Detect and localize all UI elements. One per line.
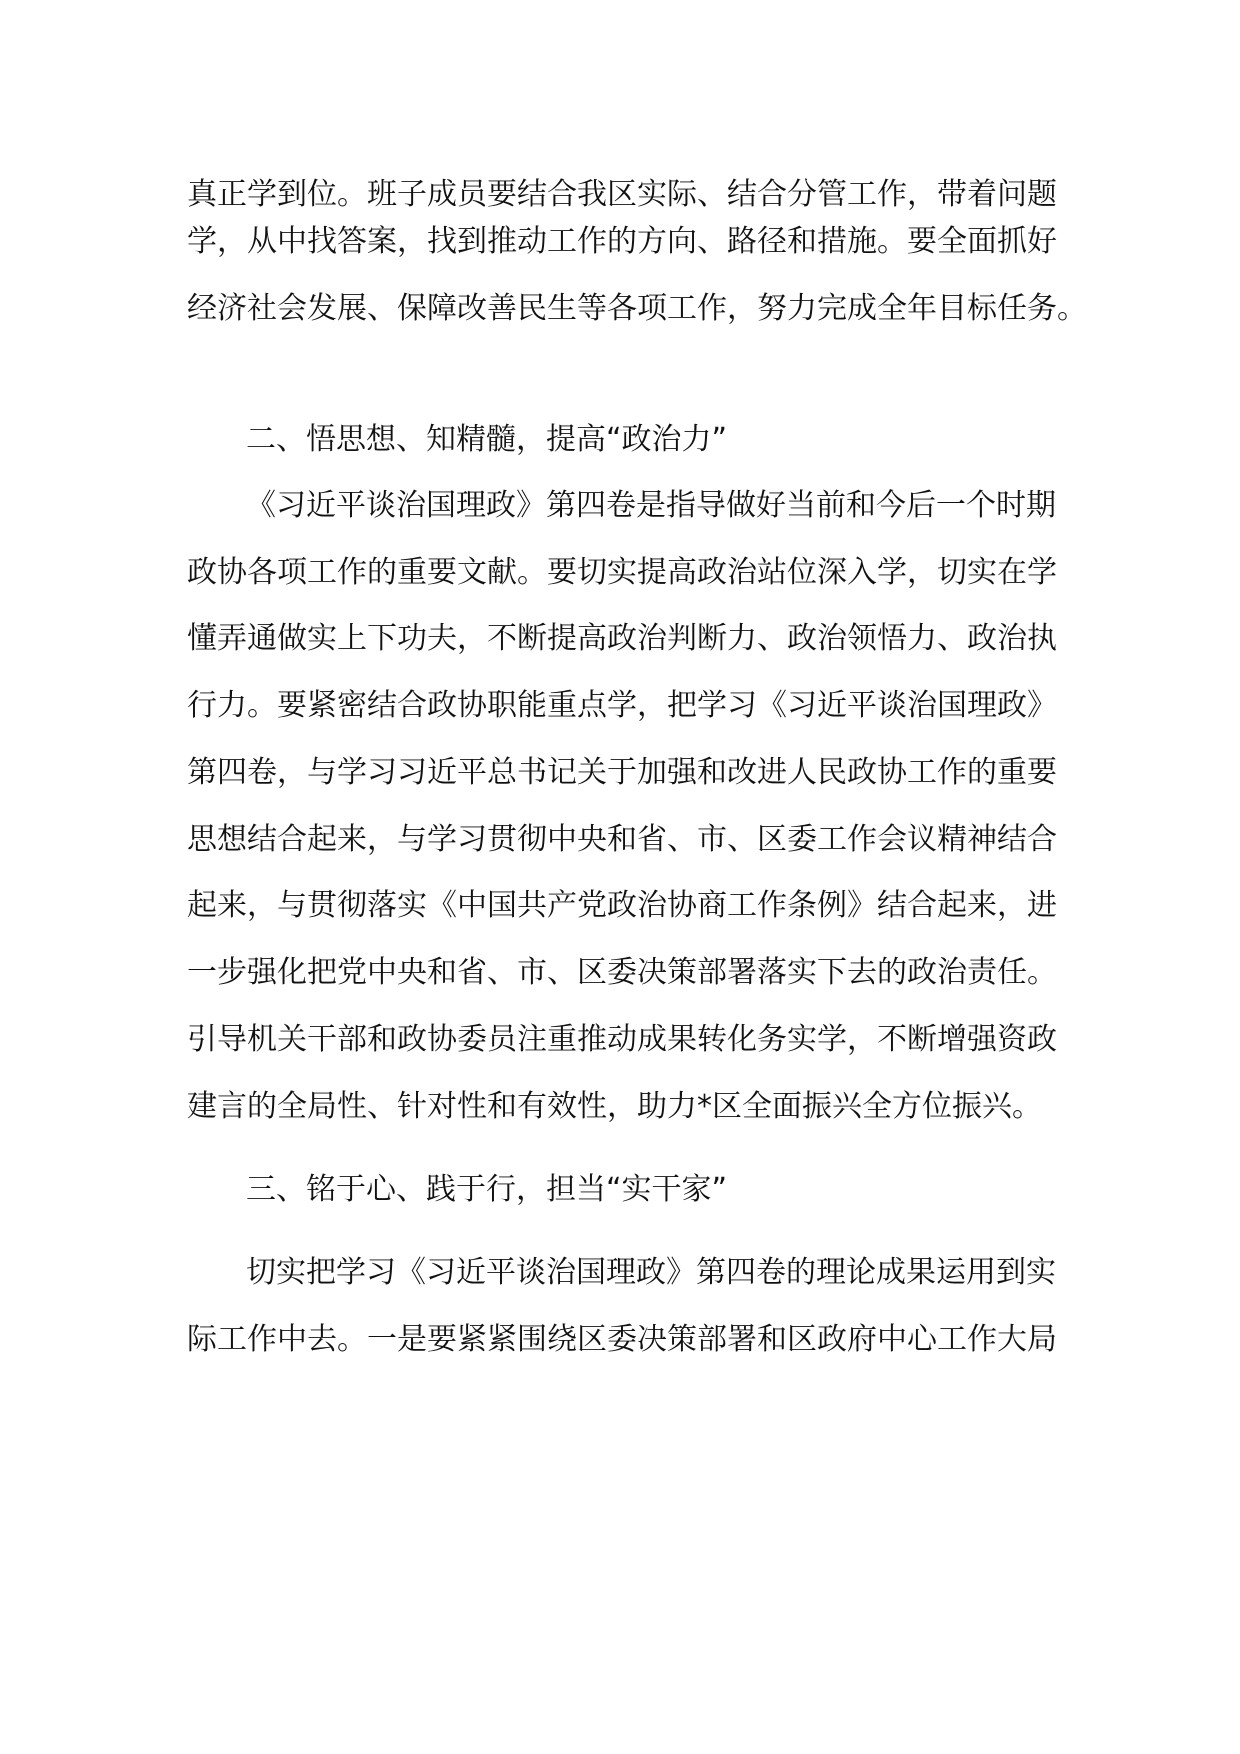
paragraph-3-line-1: 切实把学习《习近平谈治国理政》第四卷的理论成果运用到实	[246, 1255, 1056, 1290]
section-heading-3: 三、铭于心、践于行，担当“实干家”	[246, 1172, 728, 1207]
paragraph-2-line-8: 一步强化把党中央和省、市、区委决策部署落实下去的政治责任。	[187, 955, 1057, 990]
paragraph-2-line-4: 行力。要紧密结合政协职能重点学，把学习《习近平谈治国理政》	[187, 688, 1057, 723]
paragraph-2-line-9: 引导机关干部和政协委员注重推动成果转化务实学，不断增强资政	[187, 1022, 1057, 1057]
paragraph-2-line-2: 政协各项工作的重要文献。要切实提高政治站位深入学，切实在学	[187, 555, 1057, 590]
paragraph-2-line-3: 懂弄通做实上下功夫，不断提高政治判断力、政治领悟力、政治执	[187, 621, 1057, 656]
paragraph-3-line-2: 际工作中去。一是要紧紧围绕区委决策部署和区政府中心工作大局	[187, 1322, 1057, 1357]
paragraph-1-line-1: 真正学到位。班子成员要结合我区实际、结合分管工作，带着问题	[187, 177, 1057, 212]
paragraph-2-line-6: 思想结合起来，与学习贯彻中央和省、市、区委工作会议精神结合	[187, 822, 1057, 857]
section-heading-2: 二、悟思想、知精髓，提高“政治力”	[246, 422, 728, 457]
paragraph-2-line-10: 建言的全局性、针对性和有效性，助力*区全面振兴全方位振兴。	[187, 1089, 1042, 1124]
paragraph-1-line-2: 学，从中找答案，找到推动工作的方向、路径和措施。要全面抓好	[187, 224, 1057, 259]
paragraph-2-line-7: 起来，与贯彻落实《中国共产党政治协商工作条例》结合起来，进	[187, 888, 1057, 923]
paragraph-1-line-3: 经济社会发展、保障改善民生等各项工作，努力完成全年目标任务。	[187, 291, 1087, 326]
paragraph-2-line-5: 第四卷，与学习习近平总书记关于加强和改进人民政协工作的重要	[187, 755, 1057, 790]
paragraph-2-line-1: 《习近平谈治国理政》第四卷是指导做好当前和今后一个时期	[246, 488, 1056, 523]
